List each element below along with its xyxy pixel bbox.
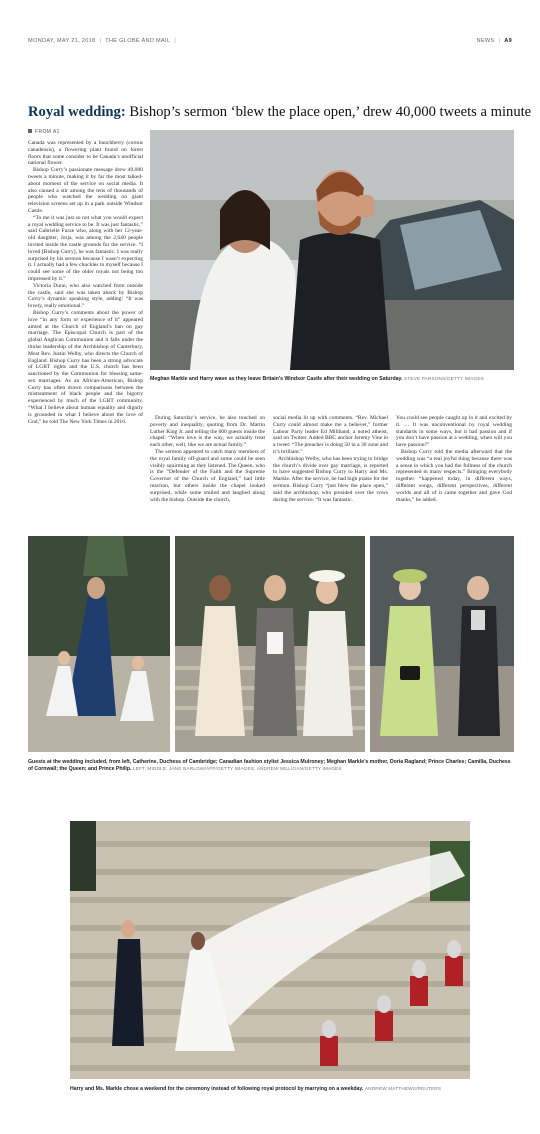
- folio-right: NEWS | A9: [476, 38, 512, 44]
- photo-credit: LEFT, MIDDLE: JANE BARLOW/AFP/GETTY IMAGES; ANDREW MILLIGAN/GETTY IMAGES: [132, 767, 342, 772]
- jump-label-text: FROM A1: [35, 129, 60, 135]
- paragraph: You could see people caught up in it and excited by it. … It was unconventional by royal wedding standards in some ways, but it had passion and if you don’t have passion at a wedding, when will you have passion?”: [396, 415, 512, 449]
- folio-page-number: A9: [504, 38, 512, 44]
- body-column-3: [273, 415, 388, 503]
- folio-publication: THE GLOBE AND MAIL: [105, 38, 171, 44]
- guest-photo-middle: [175, 536, 365, 752]
- paragraph: Canada was represented by a bunchberry (cornus canadensis), a flowering plant found on forest floors that some consider to be Canada’s unofficial national flower.: [28, 140, 143, 167]
- body-column-1: [28, 140, 143, 425]
- paragraph: Victoria Dunn, who also watched from outside the castle, said she was taken aback by Bishop Curry’s dynamic speaking style, adding: “It was lovely, really emotional.”: [28, 282, 143, 310]
- paragraph: social media lit up with comments. “Rev. Michael Curry could almost make me a believer,” former Labour Party leader Ed Miliband, a noted atheist, said on Twitter. Added BBC anchor Jeremy Vine in a tweet: “The preacher is doing 50 in a 30 zone and it’s brilliant.”: [273, 415, 388, 455]
- paragraph: During Saturday’s service, he also touched on poverty and inequality, quoting from Dr. Martin Luther King Jr. and telling the 600 guests inside the chapel: “When love is the way, we actually treat each other, well, like we are actual family.”: [150, 415, 265, 449]
- paragraph: “To me it was just so not what you would expect a royal wedding service to be. It was just fantastic,” said Gabrielle Furze who, along with her 12-year-old daughter, Jorja, was among the 2,640 people invited inside the castle grounds for the service. “I loved [Bishop Curry], he was fantastic. I was really surprised by his sermon because I wasn’t expecting it. I actually had a few chuckles to myself because I could see some of the older royals not being too impressed by it.”: [28, 214, 143, 282]
- folio-date: MONDAY, MAY 21, 2018: [28, 38, 96, 44]
- paragraph: Bishop Curry’s comments about the power of love “in any form or experience of it” appeared aimed at the Church of England’s ban on gay marriage. The Episcopal Church is part of the global Anglican Communion and it falls under the titular leadership of the Archbishop of Canterbury, Most Rev. Justin Welby, who directs the Church of England. Bishop Curry has been a strong advocate of LGBT rights and the U.S. church has been sanctioned by the Communion for blessing same-sex marriages. As an African-American, Bishop Curry has often drawn comparisons between the mistreatment of black people and the bigotry experienced by much of the LGBT community. “What I believe about human equality and dignity is grounded in what I believe about the love of God,” he told The New York Times in 2016.: [28, 309, 143, 425]
- paragraph: Archbishop Welby, who has been trying to bridge the church’s divide over gay marriage, is reported to have suggested Bishop Curry to Harry and Ms. Markle. After the service, he had high praise for the sermon. Bishop Curry “just blew the place open,” said the archbishop, who presided over the vows during the service. “It was fantastic.: [273, 455, 389, 503]
- headline-kicker: Royal wedding:: [28, 104, 126, 120]
- photo-credit: STEVE PARSONS/GETTY IMAGES: [403, 377, 484, 382]
- caption-text: Harry and Ms. Markle chose a weekend for the ceremony instead of following royal protocol by marrying on a weekday.: [70, 1086, 364, 1092]
- body-column-4: [396, 415, 512, 503]
- hero-caption: [150, 376, 514, 383]
- steps-caption: [70, 1086, 510, 1093]
- photo-credit: ANDREW MATTHEWS/REUTERS: [364, 1087, 442, 1092]
- folio-left: MONDAY, MAY 21, 2018 | THE GLOBE AND MAIL |: [28, 38, 177, 44]
- headline: [28, 104, 532, 121]
- steps-photo: [70, 821, 470, 1079]
- guests-caption: [28, 759, 514, 773]
- headline-text: Bishop’s sermon ‘blew the place open,’ drew 40,000 tweets a minute: [129, 104, 532, 120]
- caption-text: Meghan Markle and Harry wave as they leave Britain’s Windsor Castle after their wedding on Saturday.: [150, 376, 403, 382]
- paragraph: The sermon appeared to catch many members of the royal family off-guard and some could be seen visibly squirming as they listened. The Queen, who is the “Defender of the Faith and the Supreme Governor of the Church of England,” had little reaction, but others inside the chapel looked surprised, while some smiled and laughed along with the bishop. Outside the church,: [150, 448, 265, 503]
- folio-bar: [28, 38, 512, 50]
- square-bullet-icon: [28, 129, 32, 133]
- body-column-2: [150, 415, 265, 503]
- jump-label: [28, 129, 60, 135]
- hero-photo: [150, 130, 514, 370]
- guest-photo-left: [28, 536, 170, 752]
- paragraph: Bishop Curry’s passionate message drew 40,000 tweets a minute, making it by far the most talked-about moment of the service on social media. It also caused a stir among the tens of thousands of people who watched the wedding on giant television screens set up in a park outside Windsor Castle.: [28, 167, 143, 214]
- guest-photo-right: [370, 536, 514, 752]
- caption-text: Guests at the wedding included, from left, Catherine, Duchess of Cambridge; Canadian fashion stylist Jessica Mulroney; Meghan Markle’s mother, Doria Ragland; Prince Charles; Camilla, Duchess of Cornwall; the Queen; and Prince Philip.: [28, 759, 511, 772]
- paragraph: Bishop Curry told the media afterward that the wedding was “a real joyful thing because there was a sense in which you had the fullness of the church represented in many respects.” Bringing everybody together “happened today, in different ways, different songs, different perspectives, different worlds and all of it came together and gave God thanks,” he added.: [396, 448, 512, 503]
- folio-section: NEWS: [476, 38, 495, 44]
